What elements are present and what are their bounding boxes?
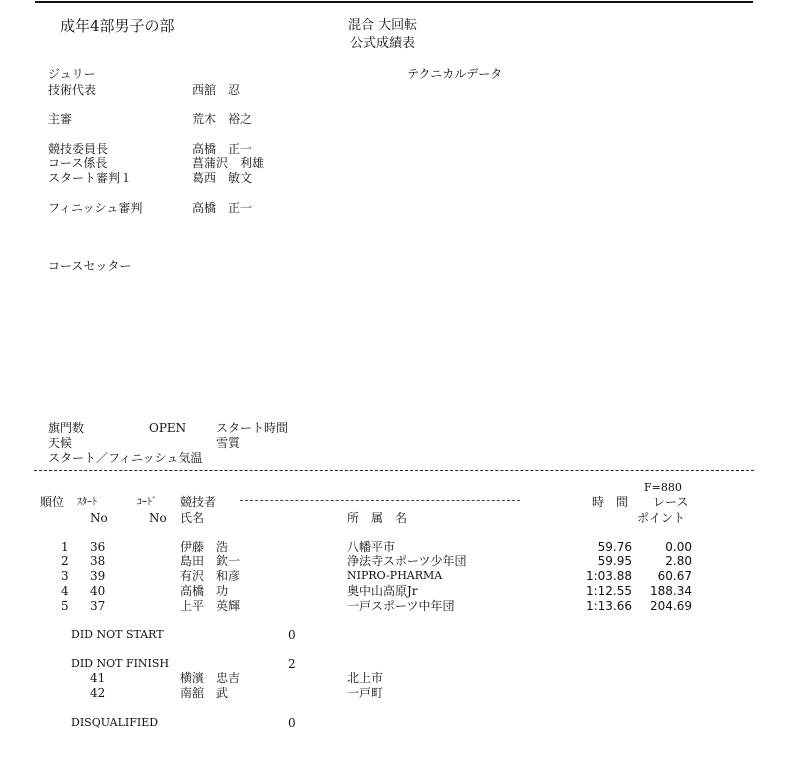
category-title: 成年4部男子の部 [60, 17, 175, 35]
rank-cell: 2 [61, 554, 69, 568]
gates-value: OPEN [149, 421, 187, 435]
event-name: 混合 大回転 [348, 18, 418, 33]
jury-role: コース係長 [48, 156, 108, 170]
jury-label: ジュリー [48, 67, 96, 81]
gates-label: 旗門数 [48, 421, 85, 435]
rank-cell: 5 [61, 599, 69, 613]
points-header: レース [653, 495, 689, 509]
dns-count: 0 [288, 628, 296, 642]
points-cell: 0.00 [665, 540, 692, 554]
points-header-sub: ポイント [637, 511, 686, 525]
rank-header: 順位 [40, 495, 65, 509]
club-cell: NIPRO-PHARMA [347, 569, 443, 582]
course-setter-label: コースセッター [48, 259, 132, 273]
points-cell: 2.80 [665, 554, 692, 568]
club-cell: 奥中山高原Jr [347, 584, 418, 598]
bib-cell: 39 [90, 569, 106, 583]
rank-cell: 4 [61, 584, 69, 598]
dnf-bib: 42 [90, 686, 106, 700]
dnf-bib: 41 [90, 671, 106, 685]
name-cell: 伊藤 浩 [180, 540, 229, 554]
bib-cell: 38 [90, 554, 106, 568]
jury-role: 技術代表 [48, 83, 97, 97]
jury-name: 西舘 忍 [192, 83, 241, 97]
club-cell: 一戸スポーツ中年団 [347, 599, 455, 613]
bib-cell: 40 [90, 584, 106, 598]
section-divider [34, 470, 754, 471]
jury-role: 競技委員長 [48, 142, 109, 156]
points-cell: 204.69 [650, 599, 692, 613]
name-header: 氏名 [180, 511, 205, 525]
weather-label: 天候 [48, 436, 73, 450]
bib-cell: 36 [90, 540, 106, 554]
technical-data-label: テクニカルデータ [407, 67, 503, 81]
report-title: 公式成績表 [350, 36, 416, 51]
start-no-header: ｽﾀｰﾄ [77, 497, 97, 508]
start-time-label: スタート時間 [216, 421, 289, 435]
f-value: F=880 [644, 481, 682, 494]
dnf-label: DID NOT FINISH [71, 657, 170, 670]
bib-cell: 37 [90, 599, 106, 613]
points-cell: 60.67 [657, 569, 692, 583]
dnf-club: 一戸町 [347, 686, 384, 700]
name-cell: 高橋 功 [180, 584, 229, 598]
club-cell: 浄法寺スポーツ少年団 [347, 554, 467, 568]
time-cell: 1:12.55 [585, 584, 632, 598]
dnf-name: 横濱 忠吉 [180, 671, 241, 685]
time-cell: 59.95 [597, 554, 632, 568]
dnf-count: 2 [288, 657, 296, 671]
name-cell: 上平 英輝 [180, 599, 241, 613]
rank-cell: 3 [61, 569, 69, 583]
time-cell: 59.76 [597, 540, 632, 554]
time-header: 時 間 [592, 495, 629, 509]
top-rule [35, 1, 753, 3]
snow-label: 雪質 [216, 436, 241, 450]
dsq-count: 0 [288, 716, 296, 730]
start-no-header-sub: No [90, 511, 108, 525]
temperature-label: スタート／フィニッシュ気温 [48, 451, 203, 465]
jury-name: 高橋 正一 [192, 201, 253, 215]
jury-name: 高橋 正一 [192, 142, 253, 156]
jury-role: スタート審判１ [48, 171, 133, 185]
jury-name: 葛西 敏文 [192, 171, 253, 185]
dsq-label: DISQUALIFIED [71, 716, 159, 729]
code-header: ｺｰﾄﾞ [137, 497, 157, 508]
time-cell: 1:13.66 [585, 599, 632, 613]
header-dash-rule [240, 500, 520, 501]
competitor-header: 競技者 [180, 495, 217, 509]
name-cell: 島田 欽一 [180, 554, 241, 568]
club-header: 所 属 名 [347, 511, 408, 525]
dnf-club: 北上市 [347, 671, 384, 685]
points-cell: 188.34 [650, 584, 692, 598]
dnf-name: 南舘 武 [180, 686, 229, 700]
club-cell: 八幡平市 [347, 540, 396, 554]
jury-name: 菖蒲沢 利雄 [192, 156, 265, 170]
dns-label: DID NOT START [71, 628, 164, 641]
jury-role: 主審 [48, 112, 73, 126]
time-cell: 1:03.88 [585, 569, 632, 583]
name-cell: 有沢 和彦 [180, 569, 241, 583]
jury-role: フィニッシュ審判 [48, 201, 143, 215]
code-header-sub: No [149, 511, 167, 525]
rank-cell: 1 [61, 540, 69, 554]
jury-name: 荒木 裕之 [192, 112, 253, 126]
